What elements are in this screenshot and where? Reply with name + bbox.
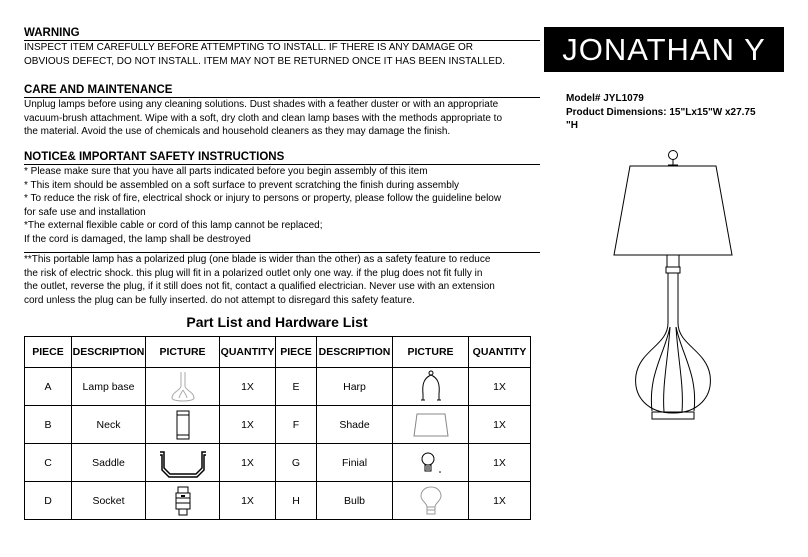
piece-cell: E bbox=[276, 368, 317, 406]
header-description: DESCRIPTION bbox=[317, 337, 393, 368]
product-specs bbox=[566, 92, 756, 133]
piece-cell: B bbox=[25, 406, 72, 444]
warning-line: INSPECT ITEM CAREFULLY BEFORE ATTEMPTING TO INSTALL. IF THERE IS ANY DAMAGE OR bbox=[24, 42, 473, 53]
lamp-base-icon bbox=[168, 370, 198, 404]
care-line: the material. Avoid the use of chemicals and household cleaners as they may damage the finish. bbox=[24, 126, 451, 137]
care-line: vacuum-brush attachment. Wipe with a soft, dry cloth and clean lamp bases with the methods appropriate to bbox=[24, 112, 503, 124]
notice-line: * This item should be assembled on a soft surface to prevent scratching the finish during assembly bbox=[24, 179, 460, 191]
header-quantity: QUANTITY bbox=[220, 337, 276, 368]
quantity-cell: 1X bbox=[469, 482, 531, 520]
neck-icon bbox=[168, 408, 198, 442]
harp-icon bbox=[416, 370, 446, 404]
picture-cell bbox=[393, 368, 469, 406]
description-cell: Bulb bbox=[317, 482, 393, 520]
piece-cell: G bbox=[276, 444, 317, 482]
polarized-line: cord unless the plug can be fully inserted. do not attempt to disregard this safety feature. bbox=[24, 294, 415, 306]
polarized-line: the outlet, reverse the plug, if it still does not fit, contact a qualified electrician. Never use with an extension bbox=[24, 281, 495, 292]
piece-cell: C bbox=[25, 444, 72, 482]
table-row bbox=[25, 406, 531, 444]
picture-cell bbox=[393, 482, 469, 520]
quantity-cell: 1X bbox=[220, 368, 276, 406]
quantity-cell: 1X bbox=[220, 444, 276, 482]
piece-cell: A bbox=[25, 368, 72, 406]
picture-cell bbox=[146, 482, 220, 520]
saddle-icon bbox=[156, 446, 210, 480]
header-quantity: QUANTITY bbox=[469, 337, 531, 368]
brand-name: JONATHAN Y bbox=[562, 32, 766, 67]
picture-cell bbox=[146, 368, 220, 406]
warning-line: OBVIOUS DEFECT, DO NOT INSTALL. ITEM MAY NOT BE RETURNED ONCE IT HAS BEEN INSTALLED. bbox=[24, 55, 506, 67]
header-picture: PICTURE bbox=[393, 337, 469, 368]
quantity-cell: 1X bbox=[469, 368, 531, 406]
model-number: Model# JYL1079 bbox=[566, 93, 644, 104]
header-piece: PIECE bbox=[276, 337, 317, 368]
notice-title: NOTICE& IMPORTANT SAFETY INSTRUCTIONS bbox=[24, 151, 285, 163]
product-dimensions-cont: "H bbox=[566, 120, 578, 131]
bulb-icon bbox=[416, 484, 446, 518]
shade-icon bbox=[411, 408, 451, 442]
description-cell: Socket bbox=[72, 482, 146, 520]
product-dimensions: Product Dimensions: 15"Lx15"W x27.75 bbox=[566, 106, 756, 118]
table-lamp-icon bbox=[612, 145, 742, 425]
lamp-illustration bbox=[612, 145, 742, 430]
warning-body bbox=[24, 40, 540, 68]
notice-line: * Please make sure that you have all parts indicated before you begin assembly of this item bbox=[24, 166, 428, 177]
parts-list-title: Part List and Hardware List bbox=[186, 314, 368, 330]
picture-cell bbox=[393, 406, 469, 444]
notice-line: for safe use and installation bbox=[24, 206, 146, 218]
warning-section bbox=[24, 26, 540, 68]
polarized-plug-note bbox=[24, 252, 540, 307]
description-cell: Finial bbox=[317, 444, 393, 482]
warning-title: WARNING bbox=[24, 27, 80, 39]
table-row bbox=[25, 444, 531, 482]
header-piece: PIECE bbox=[25, 337, 72, 368]
polarized-line: the risk of electric shock. this plug will fit in a polarized outlet only one way. if the plug does not fit fully in bbox=[24, 267, 483, 279]
quantity-cell: 1X bbox=[220, 406, 276, 444]
picture-cell bbox=[393, 444, 469, 482]
header-description: DESCRIPTION bbox=[72, 337, 146, 368]
quantity-cell: 1X bbox=[469, 444, 531, 482]
notice-line: * To reduce the risk of fire, electrical shock or injury to persons or property, please follow the guideline below bbox=[24, 193, 502, 204]
piece-cell: F bbox=[276, 406, 317, 444]
parts-table bbox=[24, 336, 531, 520]
table-header-row bbox=[25, 337, 531, 368]
piece-cell: H bbox=[276, 482, 317, 520]
table-row bbox=[25, 368, 531, 406]
header-picture: PICTURE bbox=[146, 337, 220, 368]
notice-body bbox=[24, 164, 540, 246]
description-cell: Harp bbox=[317, 368, 393, 406]
care-title: CARE AND MAINTENANCE bbox=[24, 84, 173, 96]
care-body bbox=[24, 97, 540, 139]
description-cell: Shade bbox=[317, 406, 393, 444]
brand-logo bbox=[544, 27, 784, 72]
notice-section bbox=[24, 150, 540, 246]
description-cell: Saddle bbox=[72, 444, 146, 482]
care-section bbox=[24, 83, 540, 139]
description-cell: Lamp base bbox=[72, 368, 146, 406]
description-cell: Neck bbox=[72, 406, 146, 444]
piece-cell: D bbox=[25, 482, 72, 520]
quantity-cell: 1X bbox=[220, 482, 276, 520]
quantity-cell: 1X bbox=[469, 406, 531, 444]
notice-line: *The external flexible cable or cord of this lamp cannot be replaced; bbox=[24, 220, 323, 231]
picture-cell bbox=[146, 444, 220, 482]
socket-icon bbox=[168, 484, 198, 518]
care-line: Unplug lamps before using any cleaning solutions. Dust shades with a feather duster or with an appropriate bbox=[24, 99, 499, 110]
table-row bbox=[25, 482, 531, 520]
notice-line: If the cord is damaged, the lamp shall be destroyed bbox=[24, 233, 251, 245]
polarized-line: **This portable lamp has a polarized plug (one blade is wider than the other) as a safety feature to reduce bbox=[24, 254, 491, 265]
picture-cell bbox=[146, 406, 220, 444]
finial-icon bbox=[411, 446, 451, 480]
